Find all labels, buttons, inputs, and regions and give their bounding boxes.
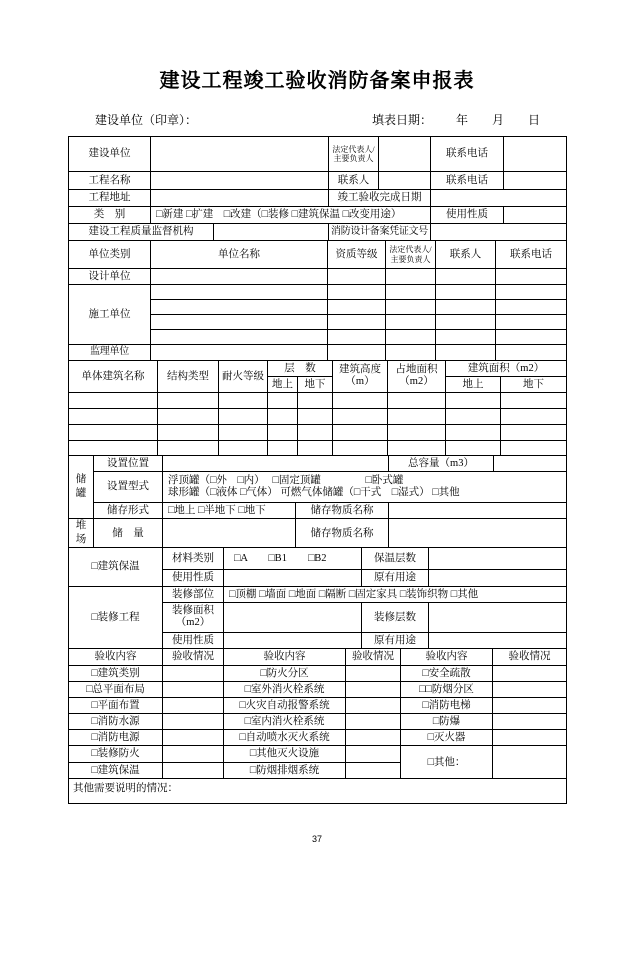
blank-cell <box>151 330 328 345</box>
blank-cell <box>429 570 567 586</box>
blank-cell <box>333 440 388 455</box>
category-options: □新建 □扩建 □改建（□装修 □建筑保温 □改变用途） <box>151 207 431 224</box>
page-title: 建设工程竣工验收消防备案申报表 <box>159 70 475 92</box>
blank-cell <box>389 503 567 519</box>
blank-cell <box>69 440 158 455</box>
blank-cell <box>69 392 158 408</box>
tank-yard-table <box>68 455 567 549</box>
blank-cell <box>386 345 436 361</box>
checkbox-item: □建筑类别 <box>69 665 163 681</box>
form-page <box>0 64 634 962</box>
label-usage-nature: 使用性质 <box>431 207 504 224</box>
label-material-category: 材料类别 <box>163 548 224 570</box>
blank-cell <box>268 440 298 455</box>
checkbox-item: □消防水源 <box>69 714 163 730</box>
header-unit-name: 单位名称 <box>151 241 328 269</box>
blank-cell <box>346 714 401 730</box>
footprint-line2: （m2） <box>399 376 434 388</box>
label-supervision-unit: 监理单位 <box>69 345 151 361</box>
checkbox-item-other: □其他： <box>401 746 493 778</box>
blank-cell <box>501 424 567 440</box>
checkbox-item: □消防电源 <box>69 730 163 746</box>
label-decoration-layers: 装修层数 <box>362 602 429 632</box>
blank-cell <box>436 269 496 285</box>
blank-cell <box>429 548 567 570</box>
label-storage-tank-group: 储罐 <box>69 455 94 518</box>
material-category-options: □A □B1 □B2 <box>224 548 362 570</box>
blank-cell <box>163 455 389 471</box>
header-floor-count: 层 数 <box>268 360 333 376</box>
blank-cell <box>429 602 567 632</box>
legal-rep-line1: 法定代表人/ <box>389 245 432 255</box>
legal-rep-line1: 法定代表人/ <box>332 144 375 154</box>
header-floor-area: 建筑面积（m2） <box>446 360 567 376</box>
storage-form-options: □地上 □半地下 □地下 <box>163 503 296 519</box>
blank-cell <box>496 330 567 345</box>
header-acceptance-status: 验收情况 <box>493 648 567 665</box>
label-construction-contractor: 施工单位 <box>69 285 151 345</box>
month-label: 月 <box>491 113 504 127</box>
blank-cell <box>298 392 333 408</box>
header-structure-type: 结构类型 <box>158 360 219 392</box>
checkbox-item: □建筑保温 <box>69 762 163 778</box>
header-fire-resistance-rating: 耐火等级 <box>219 360 268 392</box>
blank-cell <box>504 207 567 224</box>
decoration-area-line1: 装修面积 <box>172 605 214 617</box>
header-building-name: 单体建筑名称 <box>69 360 158 392</box>
buildings-table <box>68 360 567 456</box>
checkbox-item: □防烟排烟系统 <box>224 762 346 778</box>
blank-cell <box>386 330 436 345</box>
subheader-line <box>68 111 566 128</box>
blank-cell <box>346 681 401 697</box>
checkbox-item: □防火分区 <box>224 665 346 681</box>
blank-cell <box>501 408 567 424</box>
checkbox-item: □总平面布局 <box>69 681 163 697</box>
blank-cell <box>328 285 386 300</box>
blank-cell <box>493 665 567 681</box>
checkbox-item: □装修防火 <box>69 746 163 762</box>
blank-cell <box>163 746 224 762</box>
blank-cell <box>151 315 328 330</box>
label-category: 类 别 <box>69 207 151 224</box>
label-project-name: 工程名称 <box>69 172 151 190</box>
blank-cell <box>219 440 268 455</box>
blank-cell <box>386 285 436 300</box>
year-label: 年 <box>455 113 468 127</box>
blank-cell <box>436 345 496 361</box>
label-stored-substance: 储存物质名称 <box>296 519 389 548</box>
header-above-ground: 地上 <box>268 376 298 392</box>
blank-cell <box>298 424 333 440</box>
label-design-unit: 设计单位 <box>69 269 151 285</box>
label-completion-date: 竣工验收完成日期 <box>329 190 431 207</box>
blank-cell <box>436 300 496 315</box>
blank-cell <box>219 424 268 440</box>
quality-org-table <box>68 223 567 241</box>
tank-form-options <box>163 472 567 503</box>
checkbox-item: □安全疏散 <box>401 665 493 681</box>
blank-cell <box>493 730 567 746</box>
blank-cell <box>224 570 362 586</box>
label-contact-phone: 联系电话 <box>431 137 504 172</box>
checkbox-item: □防爆 <box>401 714 493 730</box>
header-legal-representative <box>386 241 436 269</box>
blank-cell <box>158 392 219 408</box>
blank-cell <box>163 698 224 714</box>
page-number: 37 <box>311 833 322 844</box>
header-below-ground: 地下 <box>298 376 333 392</box>
label-usage-nature: 使用性质 <box>163 570 224 586</box>
blank-cell <box>346 746 401 762</box>
blank-cell <box>163 665 224 681</box>
blank-cell <box>446 424 501 440</box>
basic-info-table <box>68 136 567 224</box>
checkbox-item: □灭火器 <box>401 730 493 746</box>
label-legal-representative <box>329 137 379 172</box>
blank-cell <box>224 602 362 632</box>
blank-cell <box>328 300 386 315</box>
blank-cell <box>504 137 567 172</box>
header-footprint-area <box>388 360 446 392</box>
blank-cell <box>219 392 268 408</box>
blank-cell <box>388 424 446 440</box>
blank-cell <box>219 408 268 424</box>
main-form-table <box>68 136 566 804</box>
checkbox-item: □消防电梯 <box>401 698 493 714</box>
blank-cell <box>346 698 401 714</box>
blank-cell <box>493 746 567 778</box>
blank-cell <box>158 408 219 424</box>
blank-cell <box>298 440 333 455</box>
blank-cell <box>494 455 567 471</box>
blank-cell <box>163 519 296 548</box>
label-original-use: 原有用途 <box>362 632 429 648</box>
checkbox-decoration-project: □装修工程 <box>69 586 163 648</box>
label-storage-form: 储存形式 <box>94 503 163 519</box>
label-storage-quantity: 储 量 <box>94 519 163 548</box>
blank-cell <box>493 698 567 714</box>
header-acceptance-status: 验收情况 <box>346 648 401 665</box>
label-tank-form: 设置型式 <box>94 472 163 503</box>
header-acceptance-status: 验收情况 <box>163 648 224 665</box>
blank-cell <box>268 408 298 424</box>
fill-date-label: 填表日期： <box>371 113 432 127</box>
blank-cell <box>214 224 329 241</box>
checkbox-item: □其他灭火设施 <box>224 746 346 762</box>
checkbox-item: □平面布置 <box>69 698 163 714</box>
footprint-line1: 占地面积 <box>395 364 438 376</box>
checkbox-building-insulation: □建筑保温 <box>69 548 163 586</box>
blank-cell <box>431 224 567 241</box>
blank-cell <box>496 345 567 361</box>
label-decoration-area <box>163 602 224 632</box>
checkbox-item: □室外消火栓系统 <box>224 681 346 697</box>
blank-cell <box>163 681 224 697</box>
day-label: 日 <box>527 113 540 127</box>
blank-cell <box>496 300 567 315</box>
blank-cell <box>298 408 333 424</box>
notes-area: 其他需要说明的情况： <box>69 778 567 803</box>
label-project-address: 工程地址 <box>69 190 151 207</box>
label-construction-unit: 建设单位 <box>69 137 151 172</box>
blank-cell <box>151 269 328 285</box>
label-decoration-parts: 装修部位 <box>163 586 224 602</box>
blank-cell <box>436 285 496 300</box>
blank-cell <box>436 315 496 330</box>
insulation-decoration-table <box>68 547 567 648</box>
blank-cell <box>268 392 298 408</box>
blank-cell <box>501 392 567 408</box>
blank-cell <box>346 665 401 681</box>
label-stored-substance: 储存物质名称 <box>296 503 389 519</box>
header-contact-person: 联系人 <box>436 241 496 269</box>
blank-cell <box>504 172 567 190</box>
blank-cell <box>496 285 567 300</box>
blank-cell <box>446 392 501 408</box>
blank-cell <box>328 315 386 330</box>
header-acceptance-content: 验收内容 <box>401 648 493 665</box>
fill-date-group <box>372 111 540 128</box>
blank-cell <box>151 137 329 172</box>
unit-seal-label: 建设单位（印章）： <box>95 113 198 127</box>
acceptance-table <box>68 648 567 804</box>
blank-cell <box>436 330 496 345</box>
blank-cell <box>429 632 567 648</box>
checkbox-item: □室内消火栓系统 <box>224 714 346 730</box>
blank-cell <box>328 269 386 285</box>
checkbox-item: □火灾自动报警系统 <box>224 698 346 714</box>
blank-cell <box>379 172 431 190</box>
blank-cell <box>388 408 446 424</box>
blank-cell <box>389 519 567 548</box>
blank-cell <box>151 190 329 207</box>
tank-form-options-line2: 球形罐（□液体 □气体） 可燃气体储罐（□干式 □湿式） □其他 <box>168 487 460 498</box>
blank-cell <box>388 440 446 455</box>
header-area-above-ground: 地上 <box>446 376 501 392</box>
blank-cell <box>224 632 362 648</box>
building-height-line1: 建筑高度 <box>339 364 381 376</box>
blank-cell <box>501 440 567 455</box>
label-stack-yard-group: 堆场 <box>69 519 94 548</box>
blank-cell <box>379 137 431 172</box>
decoration-parts-options: □顶棚 □墙面 □地面 □隔断 □固定家具 □装饰织物 □其他 <box>224 586 567 602</box>
blank-cell <box>151 172 329 190</box>
blank-cell <box>386 300 436 315</box>
blank-cell <box>388 392 446 408</box>
blank-cell <box>163 762 224 778</box>
label-insulation-layers: 保温层数 <box>362 548 429 570</box>
tank-form-options-line1: 浮顶罐（□外 □内） □固定顶罐 □卧式罐 <box>168 474 404 486</box>
blank-cell <box>386 269 436 285</box>
label-contact-person: 联系人 <box>329 172 379 190</box>
header-unit-category: 单位类别 <box>69 241 151 269</box>
blank-cell <box>151 345 328 361</box>
blank-cell <box>386 315 436 330</box>
blank-cell <box>163 714 224 730</box>
blank-cell <box>493 714 567 730</box>
blank-cell <box>431 190 567 207</box>
blank-cell <box>158 424 219 440</box>
header-qualification-grade: 资质等级 <box>328 241 386 269</box>
label-usage-nature: 使用性质 <box>163 632 224 648</box>
blank-cell <box>333 392 388 408</box>
header-building-height <box>333 360 388 392</box>
label-contact-phone: 联系电话 <box>431 172 504 190</box>
building-height-line2: （m） <box>345 376 375 388</box>
checkbox-item: □□防烟分区 <box>401 681 493 697</box>
header-contact-phone: 联系电话 <box>496 241 567 269</box>
header-acceptance-content: 验收内容 <box>224 648 346 665</box>
label-quality-supervision-org: 建设工程质量监督机构 <box>69 224 214 241</box>
legal-rep-line2: 主要负责人 <box>390 254 431 264</box>
blank-cell <box>151 285 328 300</box>
blank-cell <box>493 681 567 697</box>
label-tank-position: 设置位置 <box>94 455 163 471</box>
header-acceptance-content: 验收内容 <box>69 648 163 665</box>
blank-cell <box>328 345 386 361</box>
blank-cell <box>496 269 567 285</box>
label-total-capacity: 总容量（m3） <box>389 455 494 471</box>
blank-cell <box>333 408 388 424</box>
blank-cell <box>163 730 224 746</box>
checkbox-item: □自动喷水灭火系统 <box>224 730 346 746</box>
blank-cell <box>333 424 388 440</box>
blank-cell <box>158 440 219 455</box>
blank-cell <box>496 315 567 330</box>
blank-cell <box>151 300 328 315</box>
units-table <box>68 240 567 361</box>
blank-cell <box>446 408 501 424</box>
blank-cell <box>69 424 158 440</box>
blank-cell <box>328 330 386 345</box>
legal-rep-line2: 主要负责人 <box>333 154 374 163</box>
blank-cell <box>346 730 401 746</box>
blank-cell <box>268 424 298 440</box>
label-fire-design-doc-no: 消防设计备案凭证文号 <box>329 224 431 241</box>
blank-cell <box>446 440 501 455</box>
blank-cell <box>346 762 401 778</box>
header-area-below-ground: 地下 <box>501 376 567 392</box>
decoration-area-line2: （m2） <box>175 617 211 629</box>
label-original-use: 原有用途 <box>362 570 429 586</box>
blank-cell <box>69 408 158 424</box>
